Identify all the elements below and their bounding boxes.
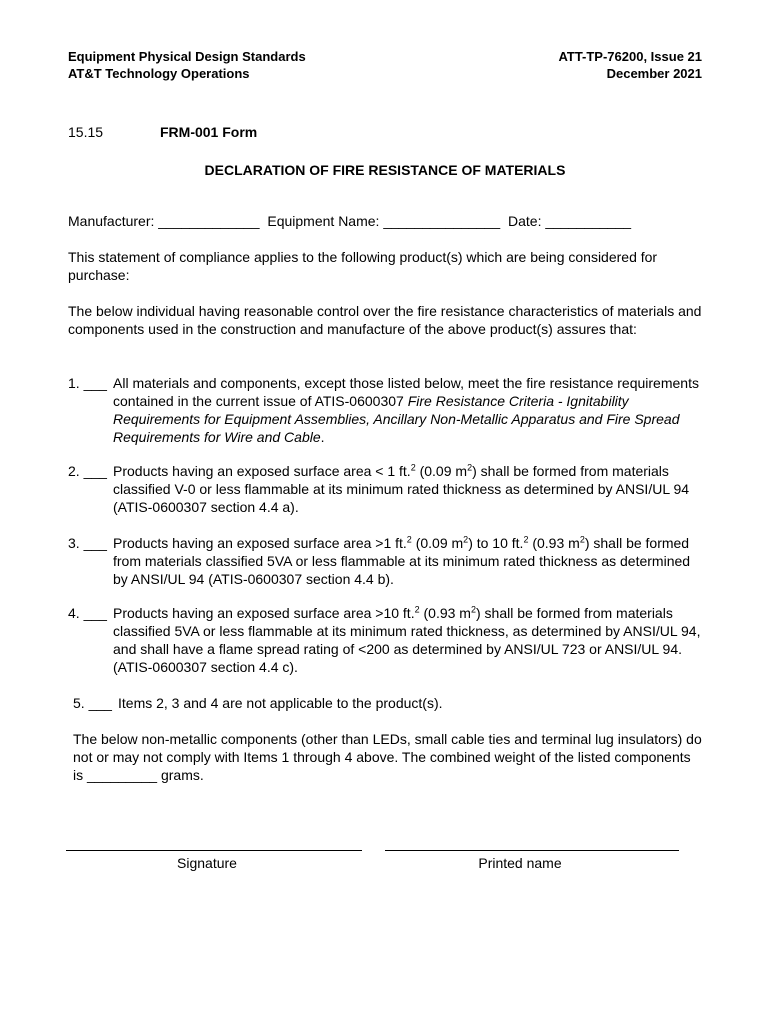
item-2-text: Products having an exposed surface area < 1 ft.$^2$ (0.09 $m^2$) shall be formed from materials classified V-0 or less flammable at its minimum rated thickness as determined by ANSI/UL 94 (ATIS-0600307 section 4.4 a).: [113, 462, 690, 515]
signature-label: Signature: [177, 855, 237, 871]
document-title: DECLARATION OF FIRE RESISTANCE OF MATERIALS: [204, 162, 566, 178]
section-number: 15.15: [68, 124, 104, 140]
printed-name-line[interactable]: [385, 850, 679, 851]
list-item: [68, 534, 708, 588]
item-4-checkbox[interactable]: 4. ___: [68, 605, 107, 621]
manufacturer-field[interactable]: Manufacturer: _____________: [68, 213, 260, 229]
header-standard-title: Equipment Physical Design Standards: [68, 49, 306, 64]
header-date: December 2021: [606, 66, 702, 81]
item-3-checkbox[interactable]: 3. ___: [68, 535, 107, 551]
item-1-checkbox[interactable]: 1. ___: [68, 375, 107, 391]
list-item: [68, 604, 708, 676]
list-item: [68, 374, 708, 446]
statement-paragraph: This statement of compliance applies to the following product(s) which are being considered for purchase:: [68, 249, 658, 283]
section-title: FRM-001 Form: [160, 124, 258, 140]
item-5-checkbox[interactable]: 5. ___: [73, 695, 112, 711]
date-field[interactable]: Date: ___________: [508, 213, 632, 229]
header-org: AT&T Technology Operations: [68, 66, 250, 81]
item-5-text: Items 2, 3 and 4 are not applicable to the product(s).: [118, 695, 443, 711]
form-fields: [68, 212, 708, 230]
item-3-text: Products having an exposed surface area >1 ft.$^2$ (0.09 $m^2$) to 10 ft.$^2$ (0.93 $m^2$) shall be formed from materials classified 5VA or less flammable at its minimum rated thickness as determined by ANSI/UL 94 (ATIS-0600307 section 4.4 b).: [113, 534, 691, 587]
list-item: [73, 694, 713, 712]
equipment-name-field[interactable]: Equipment Name: _______________: [267, 213, 501, 229]
item-4-text: Products having an exposed surface area >10 ft.$^2$ (0.93 $m^2$) shall be formed from materials classified 5VA or less flammable at its minimum rated thickness, as determined by ANSI/UL 94, and shall have a flame spread rating of <200 as determined by ANSI/UL 723 or ANSI/UL 94. (ATIS-0600307 section 4.4 c).: [113, 604, 701, 675]
header-doc-id: ATT-TP-76200, Issue 21: [558, 49, 702, 64]
closing-paragraph: The below non-metallic components (other than LEDs, small cable ties and terminal lug insulators) do not or may not comply with Items 1 through 4 above. The combined weight of the listed components is _________ grams.: [73, 731, 702, 783]
header-left: [68, 48, 306, 82]
item-1-text: All materials and components, except those listed below, meet the fire resistance requirements contained in the current issue of ATIS-0600307 Fire Resistance Criteria - Ignitability Requirements for Equipment Assemblies, Ancillary Non-Metallic Apparatus and Fire Spread Requirements for Wire and Cable.: [113, 375, 699, 445]
header-right: [558, 48, 702, 82]
item-2-checkbox[interactable]: 2. ___: [68, 463, 107, 479]
control-paragraph: The below individual having reasonable control over the fire resistance characteristics of materials and components used in the construction and manufacture of the above product(s) assures that:: [68, 303, 702, 337]
signature-line[interactable]: [66, 850, 362, 851]
printed-name-label: Printed name: [478, 855, 562, 871]
list-item: [68, 462, 708, 516]
